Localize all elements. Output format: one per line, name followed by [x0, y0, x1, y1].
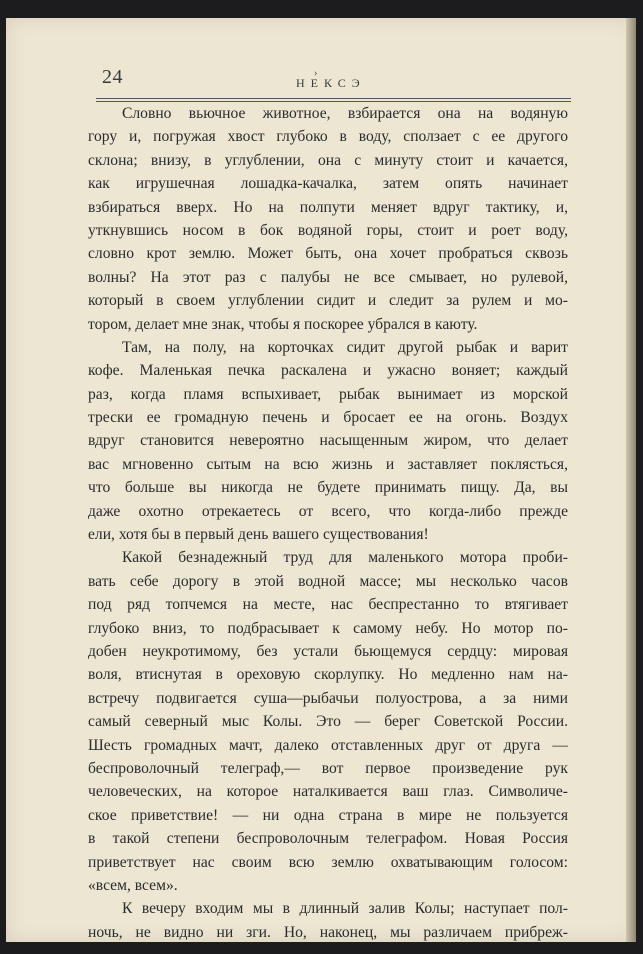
text-line: встречу подвигается суша—рыбачьи полуострова, а за ними [88, 689, 568, 707]
text-line: вас мгновенно сытым на всю жизнь и заставляет поклясться, [88, 455, 568, 473]
paragraph [88, 897, 568, 944]
running-head [96, 54, 566, 90]
text-line: взбираться вверх. Но на полпути меняет вдруг тактику, и, [88, 198, 568, 216]
text-line: глубоко вниз, то подбрасывает к самому небу. Но мотор по- [88, 619, 568, 637]
text-line: под ряд топчемся на месте, нас беспрестанно то втягивает [88, 596, 568, 614]
text-line: вдруг становится невероятно насыщенным жиром, что делает [88, 432, 568, 450]
paragraph [88, 546, 568, 897]
running-head-author: НЕКСЭ [296, 76, 366, 90]
text-line: раз, когда пламя вспыхивает, рыбак вынимает из морской [88, 385, 568, 403]
text-line: Шесть громадных мачт, далеко отставленных друг от друга — [88, 736, 568, 754]
text-line: человеческих, на которое наталкивается ваш глаз. Символиче- [88, 783, 568, 801]
text-line: уткнувшись носом в бок водяной горы, стоит и роет воду, [88, 221, 568, 239]
text-line: Словно вьючное животное, взбирается она на водяную [122, 105, 568, 122]
text-line: склона; внизу, в углублении, она с минуту стоит и качается, [88, 151, 568, 169]
text-line: словно крот землю. Может быть, она хочет пробраться сквозь [88, 245, 568, 263]
text-line: приветствует нас своим всю землю охватывающим голосом: [88, 853, 568, 871]
text-line: ское приветствие! — ни одна страна в мире не пользуется [88, 806, 568, 824]
page-number: 24 [102, 66, 123, 88]
text-line: тором, делает мне знак, чтобы я поскорее убрался в каюту. [88, 315, 478, 333]
text-line: ночь, не видно ни зги. Но, наконец, мы различаем прибреж- [88, 923, 568, 941]
text-line: Какой безнадежный труд для маленького мотора проби- [122, 549, 568, 567]
text-line: самый северный мыс Колы. Это — берег Советской России. [88, 713, 568, 731]
text-line: ели, хотя бы в первый день вашего существования! [88, 526, 429, 544]
text-line: добен неукротимому, без устали бьющемуся сердцу: мировая [88, 642, 568, 660]
text-line: даже охотно отрекаетесь от всего, что когда-либо прежде [88, 502, 568, 520]
paragraph [88, 336, 568, 547]
text-line: вать себе дорогу в этой водной массе; мы несколько часов [88, 572, 568, 590]
book-page [6, 18, 636, 942]
header-mark: › [314, 68, 318, 79]
header-rule-top [96, 98, 571, 99]
text-line: трески ее громадную печень и бросает ее на огонь. Воздух [88, 409, 568, 427]
text-line: «всем, всем». [88, 876, 178, 894]
text-line: беспроволочный телеграф,— вот первое произведение рук [88, 759, 568, 777]
text-line: гору и, погружая хвост глубоко в воду, сползает с ее другого [88, 128, 568, 146]
text-line: который в своем углублении сидит и следит за рулем и мо- [88, 292, 568, 310]
text-line: в такой степени беспроволочным телеграфом. Новая Россия [88, 830, 568, 848]
text-line: Там, на полу, на корточках сидит другой рыбак и варит [122, 338, 568, 356]
text-line: волны? На этот раз с палубы не все смывает, но рулевой, [88, 268, 568, 286]
text-line: К вечеру входим мы в длинный залив Колы; наступает пол- [122, 900, 568, 918]
text-line: кофе. Маленькая печка раскалена и ужасно воняет; каждый [88, 362, 568, 380]
page-spine-edge [626, 18, 636, 942]
text-line: как игрушечная лошадка-качалка, затем опять начинает [88, 175, 568, 193]
text-line: воля, втиснутая в ореховую скорлупку. Но медленно нам на- [88, 666, 568, 684]
text-line: что больше вы никогда не будете принимать пищу. Да, вы [88, 479, 568, 497]
body-text [88, 102, 568, 944]
paragraph [88, 102, 568, 336]
